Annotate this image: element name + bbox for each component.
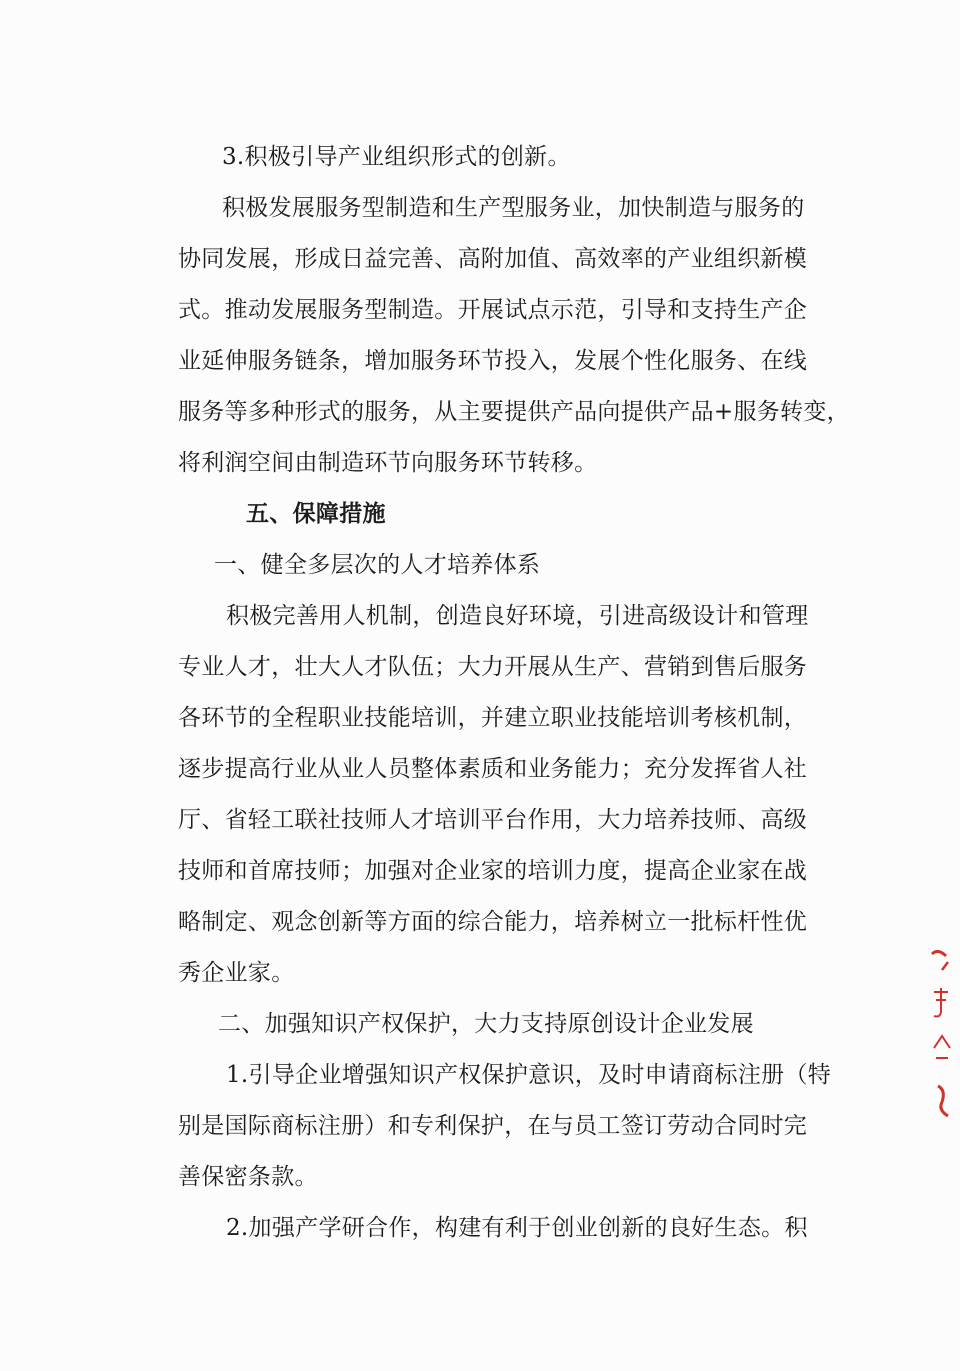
text-line: 一、健全多层次的人才培养体系 <box>214 552 541 578</box>
text-line: 技师和首席技师；加强对企业家的培训力度，提高企业家在战 <box>178 858 808 884</box>
text-line: 式。推动发展服务型制造。开展试点示范，引导和支持生产企 <box>178 297 808 323</box>
text-line: 协同发展，形成日益完善、高附加值、高效率的产业组织新模 <box>178 246 808 272</box>
section-heading: 五、保障措施 <box>246 501 386 527</box>
text-line: 积极发展服务型制造和生产型服务业，加快制造与服务的 <box>222 195 805 221</box>
text-line: 略制定、观念创新等方面的综合能力，培养树立一批标杆性优 <box>178 909 808 935</box>
text-line: 逐步提高行业从业人员整体素质和业务能力；充分发挥省人社 <box>178 756 808 782</box>
text-line: 各环节的全程职业技能培训，并建立职业技能培训考核机制， <box>178 705 808 731</box>
text-line: 1.引导企业增强知识产权保护意识，及时申请商标注册（特 <box>226 1062 832 1088</box>
text-line: 别是国际商标注册）和专利保护，在与员工签订劳动合同时完 <box>178 1113 808 1139</box>
text-line: 积极完善用人机制，创造良好环境，引进高级设计和管理 <box>226 603 809 629</box>
text-line: 将利润空间由制造环节向服务环节转移。 <box>178 450 598 476</box>
text-line: 秀企业家。 <box>178 960 295 986</box>
text-line: 业延伸服务链条，增加服务环节投入，发展个性化服务、在线 <box>178 348 808 374</box>
text-line: 服务等多种形式的服务，从主要提供产品向提供产品+服务转变， <box>178 399 850 425</box>
text-line: 厅、省轻工联社技师人才培训平台作用，大力培养技师、高级 <box>178 807 808 833</box>
seal-stamp-fragment <box>928 940 954 1120</box>
text-line: 2.加强产学研合作，构建有利于创业创新的良好生态。积 <box>226 1215 808 1241</box>
text-line: 专业人才，壮大人才队伍；大力开展从生产、营销到售后服务 <box>178 654 808 680</box>
document-body <box>178 132 850 1254</box>
text-line: 3.积极引导产业组织形式的创新。 <box>222 144 571 170</box>
text-line: 二、加强知识产权保护，大力支持原创设计企业发展 <box>218 1011 754 1037</box>
text-line: 善保密条款。 <box>178 1164 318 1190</box>
